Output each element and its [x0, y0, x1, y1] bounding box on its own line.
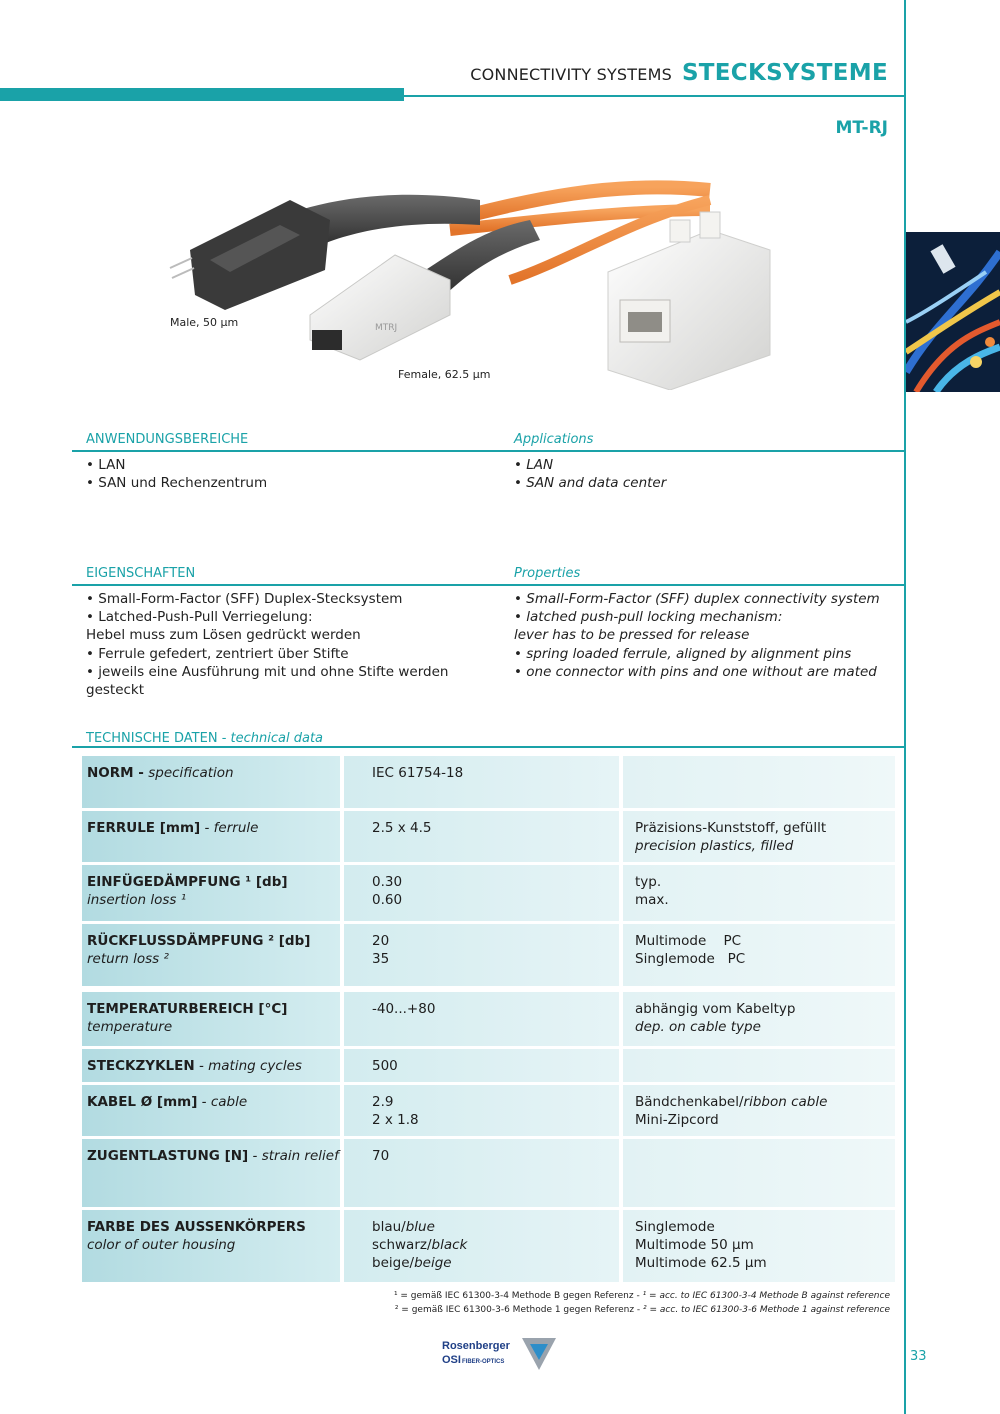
list-item: • LAN	[86, 457, 126, 473]
table-row	[82, 756, 895, 808]
row-note: typ.	[635, 874, 662, 890]
list-item: • jeweils eine Ausführung mit und ohne Stifte werden	[86, 663, 449, 680]
row-label-en: insertion loss ¹	[87, 892, 187, 909]
table-row	[82, 1049, 895, 1082]
table-row	[82, 1139, 895, 1207]
row-value: IEC 61754-18	[372, 765, 464, 781]
properties-rule	[72, 584, 905, 586]
page-header	[470, 60, 888, 86]
row-value-en: beige	[414, 1255, 452, 1272]
techdata-heading-de: TECHNISCHE DATEN -	[86, 731, 231, 746]
list-item: • latched push-pull locking mechanism:	[514, 609, 783, 626]
row-value: -40...+80	[372, 1001, 436, 1017]
header-accent-bar	[0, 88, 404, 101]
row-note: Singlemode PC	[635, 951, 746, 968]
list-item: • SAN und Rechenzentrum	[86, 475, 268, 492]
properties-list-de	[86, 590, 448, 699]
row-label-en: specification	[143, 765, 234, 781]
footnote-1: ¹ = gemäß IEC 61300-3-4 Methode B gegen Referenz - ¹ = acc. to IEC 61300-3-4 Methode B against reference	[393, 1291, 890, 1301]
row-value: 35	[372, 951, 390, 968]
techdata-rule	[72, 746, 905, 748]
row-label-en: - mating cycles	[194, 1058, 302, 1074]
table-row	[82, 865, 895, 921]
list-item: lever has to be pressed for release	[514, 627, 750, 644]
header-subtitle: CONNECTIVITY SYSTEMS	[470, 65, 672, 84]
table-row	[82, 1085, 895, 1136]
applications-heading-en: Applications	[514, 432, 594, 447]
applications-list-de	[86, 456, 267, 492]
list-item: • spring loaded ferrule, aligned by alignment pins	[514, 645, 852, 662]
row-value: 0.30	[372, 874, 403, 890]
row-label-en: temperature	[87, 1019, 173, 1036]
list-item: • Ferrule gefedert, zentriert über Stifte	[86, 645, 349, 662]
row-value-en: blue	[405, 1219, 435, 1235]
product-title: MT-RJ	[835, 118, 888, 138]
svg-text:OSI: OSI	[442, 1354, 461, 1366]
row-label: NORM -	[87, 765, 144, 781]
row-label: TEMPERATURBEREICH [°C]	[87, 1001, 288, 1017]
row-note: Präzisions-Kunststoff, gefüllt	[635, 820, 827, 836]
header-rule	[404, 95, 905, 97]
row-label-en: color of outer housing	[87, 1237, 236, 1254]
caption-female: Female, 62.5 µm	[398, 368, 491, 381]
row-value: 0.60	[372, 892, 403, 909]
list-item: gesteckt	[86, 682, 145, 699]
techdata-heading	[86, 731, 323, 746]
svg-text:Rosenberger: Rosenberger	[442, 1340, 510, 1352]
row-note: abhängig vom Kabeltyp	[635, 1001, 796, 1017]
row-note: max.	[635, 892, 669, 909]
row-value: 20	[372, 933, 390, 949]
list-item: • Latched-Push-Pull Verriegelung:	[86, 609, 313, 626]
techdata-heading-en: technical data	[230, 731, 324, 746]
header-title: STECKSYSTEME	[681, 60, 888, 86]
table-row	[82, 924, 895, 986]
applications-rule	[72, 450, 905, 452]
row-value: blau/	[372, 1219, 406, 1235]
row-note: Bändchenkabel/	[635, 1094, 744, 1110]
row-note-en: dep. on cable type	[635, 1019, 761, 1036]
row-label: ZUGENTLASTUNG [N]	[87, 1148, 249, 1164]
list-item: • SAN and data center	[514, 475, 667, 492]
properties-heading-de: EIGENSCHAFTEN	[86, 566, 196, 581]
row-note: Singlemode	[635, 1219, 715, 1235]
list-item: • Small-Form-Factor (SFF) duplex connectivity system	[514, 591, 880, 607]
row-label-en: - cable	[197, 1094, 248, 1110]
row-label-en: - ferrule	[200, 820, 259, 836]
table-row	[82, 992, 895, 1046]
row-note: Mini-Zipcord	[635, 1112, 719, 1129]
row-label: STECKZYKLEN	[87, 1058, 195, 1074]
row-value: 2.5 x 4.5	[372, 820, 432, 836]
row-value: beige/	[372, 1255, 415, 1272]
row-value-en: black	[431, 1237, 468, 1254]
rosenberger-osi-logo	[440, 1336, 560, 1372]
row-value: 2 x 1.8	[372, 1112, 419, 1129]
row-label: FARBE DES AUSSENKÖRPERS	[87, 1219, 306, 1235]
applications-list-en	[514, 456, 666, 492]
row-value: 2.9	[372, 1094, 394, 1110]
caption-male: Male, 50 µm	[170, 316, 239, 329]
table-row	[82, 1210, 895, 1282]
row-note: Multimode 50 µm	[635, 1237, 754, 1254]
row-label: EINFÜGEDÄMPFUNG ¹ [db]	[87, 874, 288, 890]
list-item: • LAN	[514, 457, 554, 473]
properties-list-en	[514, 590, 880, 681]
right-margin-rule	[904, 0, 906, 1414]
product-photo	[150, 160, 890, 390]
svg-text:FIBER-OPTICS: FIBER-OPTICS	[462, 1359, 505, 1365]
row-note-en: precision plastics, filled	[635, 838, 794, 855]
row-label: FERRULE [mm]	[87, 820, 201, 836]
row-label-en: return loss ²	[87, 951, 169, 968]
page-number: 33	[910, 1349, 927, 1364]
row-value: 500	[372, 1058, 398, 1074]
fiber-thumbnail	[906, 232, 1000, 392]
row-value: 70	[372, 1148, 390, 1164]
row-note: Multimode 62.5 µm	[635, 1255, 767, 1272]
properties-heading-en: Properties	[514, 566, 581, 581]
table-row	[82, 811, 895, 862]
list-item: • Small-Form-Factor (SFF) Duplex-Stecksystem	[86, 591, 403, 607]
footnote-2: ² = gemäß IEC 61300-3-6 Methode 1 gegen Referenz - ² = acc. to IEC 61300-3-6 Methode 1 against reference	[394, 1305, 890, 1315]
connector-imprint: MTRJ	[375, 323, 398, 333]
row-label-en: - strain relief	[248, 1148, 339, 1164]
row-label: RÜCKFLUSSDÄMPFUNG ² [db]	[87, 933, 311, 949]
applications-heading-de: ANWENDUNGSBEREICHE	[86, 432, 249, 447]
row-note: Multimode PC	[635, 933, 742, 949]
list-item: Hebel muss zum Lösen gedrückt werden	[86, 627, 361, 644]
list-item: • one connector with pins and one without are mated	[514, 663, 877, 680]
row-label: KABEL Ø [mm]	[87, 1094, 198, 1110]
row-note-en: ribbon cable	[743, 1094, 828, 1110]
row-value: schwarz/	[372, 1237, 432, 1254]
